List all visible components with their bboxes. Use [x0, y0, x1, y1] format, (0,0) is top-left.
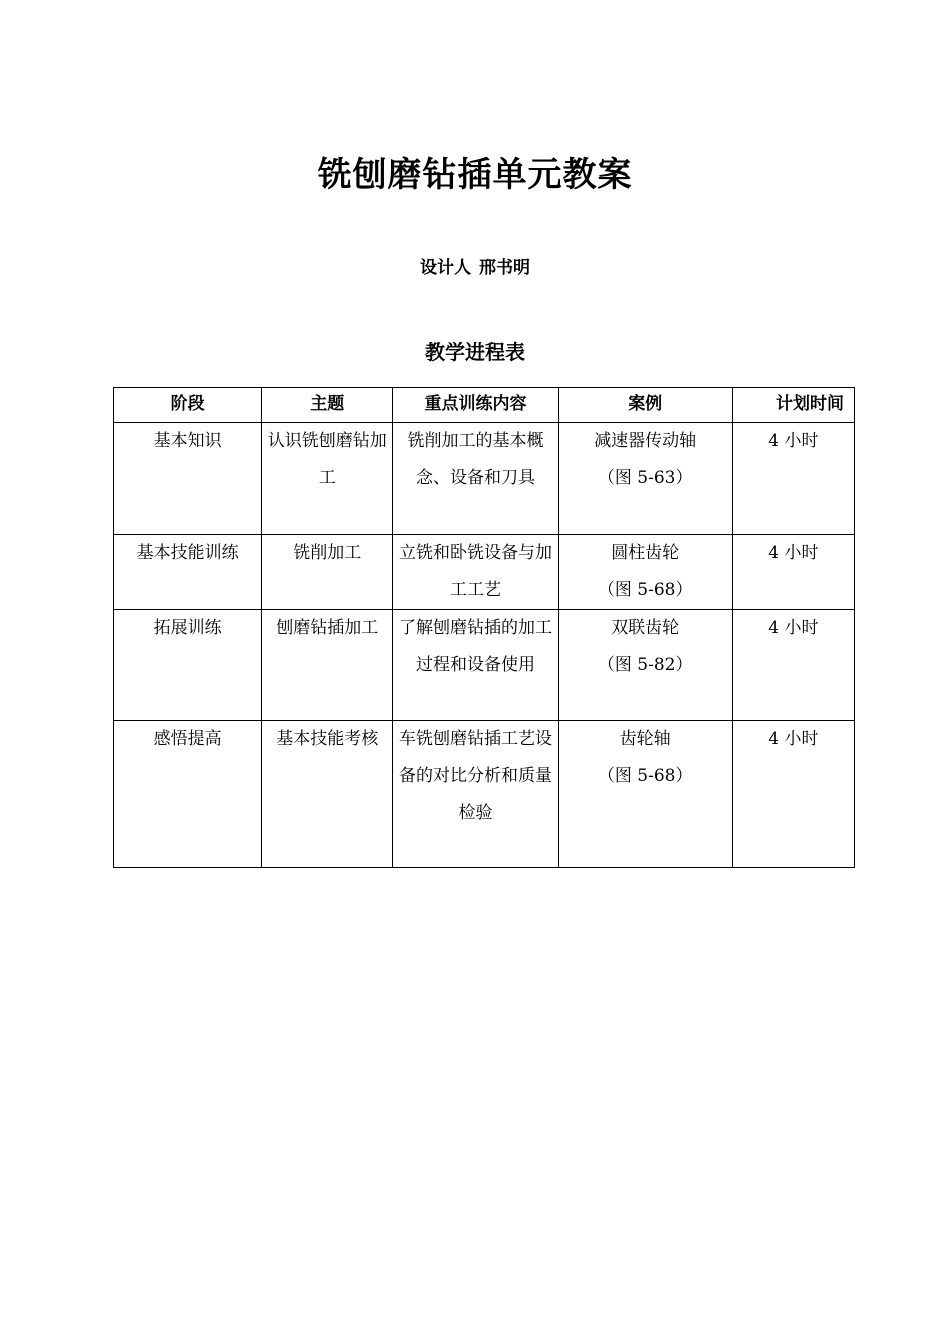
case-name: 齿轮轴 [619, 729, 671, 749]
designer-name: 邢书明 [479, 258, 530, 278]
cell-time: 4 小时 [732, 721, 854, 868]
table-header-row [114, 388, 855, 423]
table-row [114, 721, 855, 868]
cell-stage: 基本知识 [114, 423, 262, 535]
case-name: 圆柱齿轮 [611, 543, 680, 563]
table-row [114, 423, 855, 535]
header-topic: 主题 [262, 388, 393, 423]
cell-time: 4 小时 [732, 610, 854, 721]
table-row [114, 610, 855, 721]
header-time: 计划时间 [732, 388, 854, 423]
case-figure-ref: （图 5-68） [597, 766, 693, 786]
case-figure-ref: （图 5-63） [597, 468, 693, 488]
case-name: 双联齿轮 [611, 618, 680, 638]
cell-case [558, 721, 732, 868]
header-stage: 阶段 [114, 388, 262, 423]
header-case: 案例 [558, 388, 732, 423]
table-row [114, 535, 855, 610]
teaching-schedule-table [113, 387, 855, 868]
cell-topic: 认识铣刨磨钻加工 [262, 423, 393, 535]
header-content: 重点训练内容 [393, 388, 558, 423]
cell-content: 了解刨磨钻插的加工过程和设备使用 [393, 610, 558, 721]
cell-time: 4 小时 [732, 535, 854, 610]
case-figure-ref: （图 5-82） [597, 655, 693, 675]
designer-label: 设计人 [420, 258, 471, 278]
cell-stage: 感悟提高 [114, 721, 262, 868]
cell-content: 铣削加工的基本概念、设备和刀具 [393, 423, 558, 535]
cell-topic: 基本技能考核 [262, 721, 393, 868]
cell-case [558, 423, 732, 535]
cell-case [558, 610, 732, 721]
designer-line [0, 255, 950, 281]
cell-stage: 拓展训练 [114, 610, 262, 721]
cell-stage: 基本技能训练 [114, 535, 262, 610]
cell-content: 车铣刨磨钻插工艺设备的对比分析和质量检验 [393, 721, 558, 868]
case-figure-ref: （图 5-68） [597, 580, 693, 600]
cell-topic: 刨磨钻插加工 [262, 610, 393, 721]
cell-content: 立铣和卧铣设备与加工工艺 [393, 535, 558, 610]
cell-case [558, 535, 732, 610]
case-name: 减速器传动轴 [594, 431, 697, 451]
document-title: 铣刨磨钻插单元教案 [317, 155, 633, 195]
cell-time: 4 小时 [732, 423, 854, 535]
table-title: 教学进程表 [425, 340, 525, 364]
cell-topic: 铣削加工 [262, 535, 393, 610]
